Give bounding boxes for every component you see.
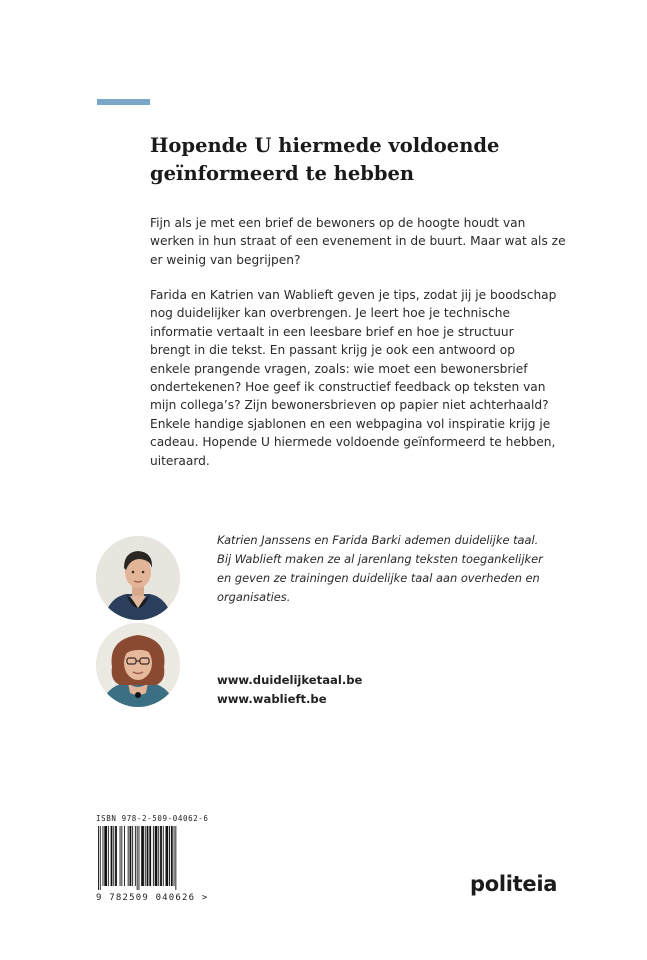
portrait-illustration-2 [96, 623, 180, 707]
barcode-bar [128, 826, 129, 886]
text-line: werken in hun straat of een evenement in de buurt. Maar wat als ze [150, 234, 566, 249]
barcode-bar [174, 826, 175, 886]
barcode-bar [149, 826, 151, 886]
barcode-bar [108, 826, 109, 886]
text-line: nog duidelijker kan overbrengen. Je leert hoe je technische [150, 306, 510, 321]
barcode [96, 826, 212, 890]
link-wablieft[interactable]: www.wablieft.be [217, 692, 327, 706]
text-line: ondertekenen? Hoe geef ik constructief feedback op teksten van [150, 380, 546, 395]
author-photo-farida [96, 623, 180, 707]
barcode-bar [98, 826, 99, 890]
text-line: informatie vertaalt in een leesbare brief en hoe je structuur [150, 324, 514, 339]
text-line: Enkele handige sjablonen en een webpagina vol inspiratie krijg je [150, 416, 551, 431]
barcode-bar [121, 826, 122, 886]
bio-line: Bij Wablieft maken ze al jarenlang teksten toegankelijker [217, 552, 543, 566]
barcode-bar [135, 826, 136, 886]
text-line: er weinig van begrijpen? [150, 252, 301, 267]
barcode-bar [130, 826, 132, 886]
barcode-bar [103, 826, 104, 886]
isbn-label: ISBN 978-2-509-04062-6 [96, 814, 209, 823]
barcode-bar [171, 826, 173, 886]
author-photo-katrien [96, 536, 180, 620]
portrait-illustration-1 [96, 536, 180, 620]
title-line: geïnformeerd te hebben [150, 162, 415, 185]
bio-line: en geven ze trainingen duidelijke taal aan overheden en [217, 571, 540, 585]
barcode-bar [137, 826, 138, 890]
barcode-bar [163, 826, 164, 886]
text-line: Fijn als je met een brief de bewoners op de hoogte houdt van [150, 216, 526, 230]
barcode-bar [147, 826, 149, 886]
bio-line: organisaties. [217, 590, 291, 604]
link-duidelijketaal[interactable]: www.duidelijketaal.be [217, 673, 363, 687]
page-title [150, 132, 570, 188]
barcode-bar [139, 826, 140, 890]
text-line: mijn collega’s? Zijn bewonersbrieven op papier niet achterhaald? [150, 398, 549, 413]
barcode-bar [113, 826, 114, 886]
barcode-bar [115, 826, 117, 886]
text-line: brengt in die tekst. En passant krijg je ook een antwoord op [150, 343, 515, 358]
text-line: enkele prangende vragen, zoals: wie moet een bewonersbrief [150, 361, 528, 376]
barcode-bar [153, 826, 154, 886]
barcode-bar [104, 826, 107, 886]
barcode-bar [169, 826, 170, 886]
bio-line: Katrien Janssens en Farida Barki ademen duidelijke taal. [217, 533, 539, 547]
barcode-bar [124, 826, 125, 886]
barcode-bar [155, 826, 158, 886]
text-line: cadeau. Hopende U hiermede voldoende geïnformeerd te hebben, [150, 435, 556, 450]
barcode-bar [160, 826, 162, 886]
barcode-bar [141, 826, 144, 886]
barcode-bar [100, 826, 101, 890]
text-line: Farida en Katrien van Wablieft geven je tips, zodat jij je boodschap [150, 288, 557, 302]
barcode-bar [111, 826, 113, 886]
publisher-logo: politeia [470, 872, 558, 896]
barcode-digits: 9 782509 040626 > [96, 893, 209, 903]
barcode-bar [132, 826, 133, 886]
barcode-bar [120, 826, 121, 886]
body-paragraph [150, 286, 570, 470]
text-line: uiteraard. [150, 453, 210, 468]
intro-paragraph [150, 214, 570, 269]
barcode-bar [145, 826, 146, 886]
website-links [217, 671, 362, 709]
barcode-bar [158, 826, 159, 886]
author-bio [217, 531, 577, 607]
title-line: Hopende U hiermede voldoende [150, 134, 500, 157]
accent-bar [97, 99, 150, 105]
barcode-bar [175, 826, 176, 890]
barcode-bar [166, 826, 169, 886]
